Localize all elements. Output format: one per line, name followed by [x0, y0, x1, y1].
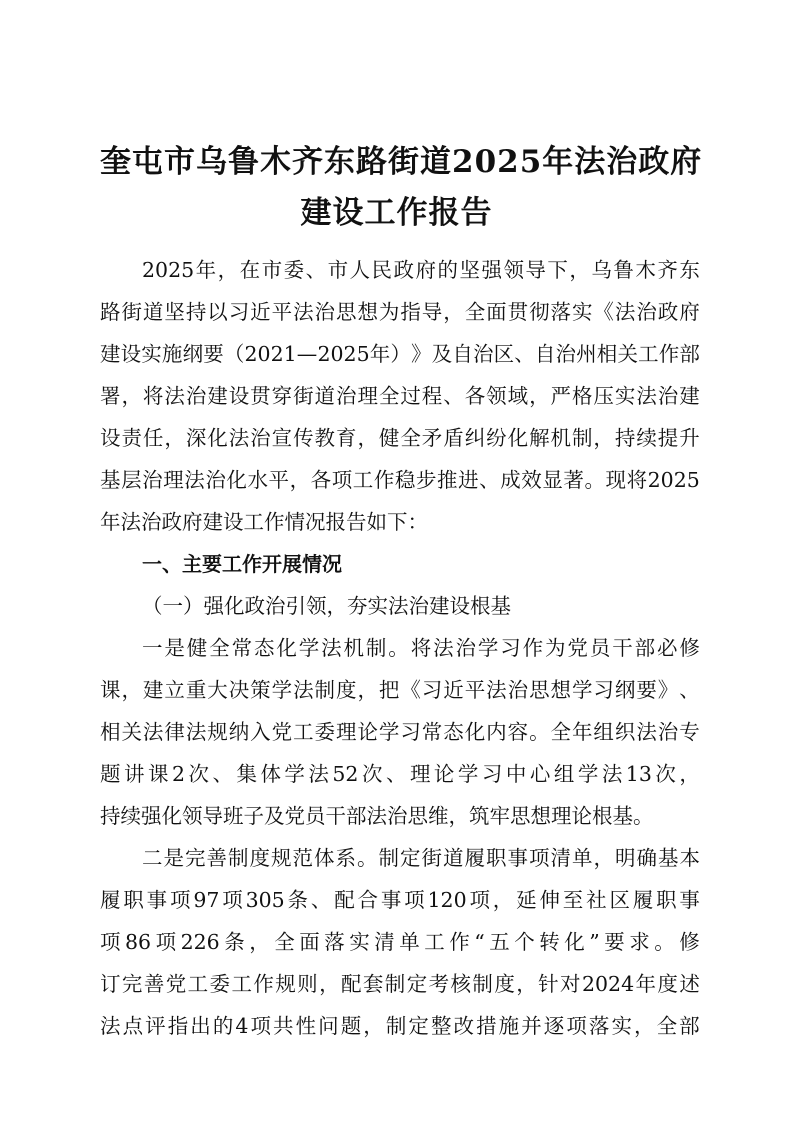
paragraph-1-line-1: 一 是 健 全 常 态 化 学 法 机 制 。 将 法 治 学 习 作 为 党 员 干 部 必 修: [142, 636, 700, 660]
paragraph-intro-line-2: 路 街 道 坚 持 以 习 近 平 法 治 思 想 为 指 导 ， 全 面 贯 彻 落 实 《 法 治 政 府: [100, 300, 700, 324]
paragraph-1-line-4: 题 讲 课 2 次 、 集 体 学 法 52 次 、 理 论 学 习 中 心 组 学 法 13 次 ，: [100, 762, 700, 786]
document-title-line-1: 奎屯市乌鲁木齐东路街道2025年法治政府: [100, 144, 703, 180]
paragraph-intro-line-4: 署 ， 将 法 治 建 设 贯 穿 街 道 治 理 全 过 程 、 各 领 域 ， 严 格 压 实 法 治 建: [100, 384, 700, 408]
document-title-line-2: 建设工作报告: [300, 195, 493, 231]
paragraph-1-line-3: 相 关 法 律 法 规 纳 入 党 工 委 理 论 学 习 常 态 化 内 容 。 全 年 组 织 法 治 专: [100, 720, 700, 744]
paragraph-1-line-2: 课 ， 建 立 重 大 决 策 学 法 制 度 ， 把 《 习 近 平 法 治 思 想 学 习 纲 要 》 、: [100, 678, 700, 702]
paragraph-2-line-2: 履 职 事 项 97 项 305 条 、 配 合 事 项 120 项 ， 延 伸 至 社 区 履 职 事: [100, 888, 700, 912]
paragraph-intro-line-3: 建 设 实 施 纲 要 （ 2021 — 2025 年 ） 》 及 自 治 区 、 自 治 州 相 关 工 作 部: [100, 342, 700, 366]
paragraph-intro-line-5: 设 责 任 ， 深 化 法 治 宣 传 教 育 ， 健 全 矛 盾 纠 纷 化 解 机 制 ， 持 续 提 升: [100, 426, 700, 450]
paragraph-2-line-3: 项 86 项 226 条 ， 全 面 落 实 清 单 工 作 “ 五 个 转 化 ” 要 求 。 修: [100, 930, 700, 954]
paragraph-intro-line-7: 年法治政府建设工作情况报告如下：: [100, 510, 428, 534]
section-heading-1: 一、主要工作开展情况: [142, 552, 342, 576]
paragraph-1-line-5: 持续强化领导班子及党员干部法治思维，筑牢思想理论根基。: [100, 804, 654, 828]
subsection-heading-1: （一）强化政治引领，夯实法治建设根基: [142, 594, 511, 618]
paragraph-intro-line-6: 基 层 治 理 法 治 化 水 平 ， 各 项 工 作 稳 步 推 进 、 成 效 显 著 。 现 将 2025: [100, 468, 700, 492]
paragraph-2-line-4: 订 完 善 党 工 委 工 作 规 则 ， 配 套 制 定 考 核 制 度 ， 针 对 2024 年 度 述: [100, 972, 700, 996]
paragraph-intro-line-1: 2025 年 ， 在 市 委 、 市 人 民 政 府 的 坚 强 领 导 下 ， 乌 鲁 木 齐 东: [142, 258, 700, 282]
paragraph-2-line-1: 二 是 完 善 制 度 规 范 体 系 。 制 定 街 道 履 职 事 项 清 单 ， 明 确 基 本: [142, 846, 700, 870]
paragraph-2-line-5: 法 点 评 指 出 的 4 项 共 性 问 题 ， 制 定 整 改 措 施 并 逐 项 落 实 ， 全 部: [100, 1014, 700, 1038]
